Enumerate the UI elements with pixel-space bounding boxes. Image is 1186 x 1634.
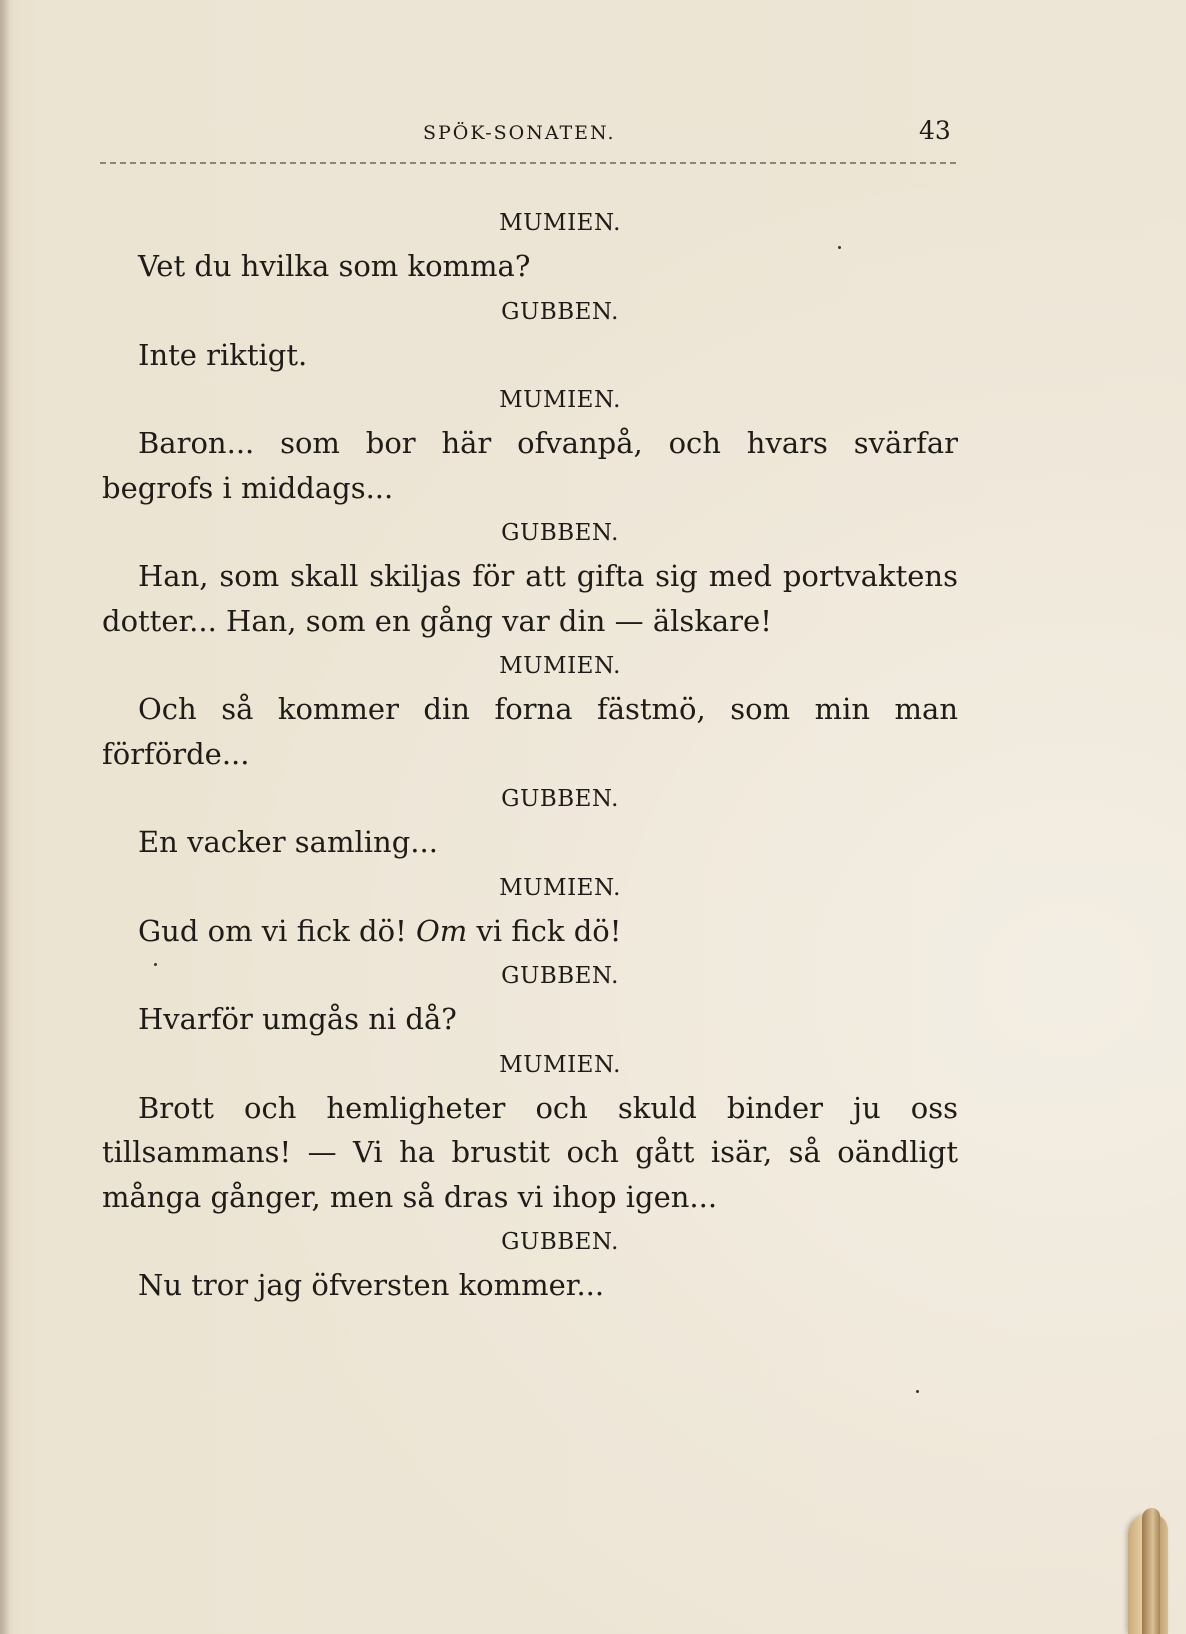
speech-line: Hvarför umgås ni då? — [138, 1002, 457, 1036]
speech-part: vi fick dö! — [476, 913, 622, 948]
speaker-name: MUMIEN. — [499, 387, 621, 413]
speaker-name: GUBBEN. — [501, 786, 619, 812]
speaker-name: MUMIEN. — [499, 874, 621, 901]
speaker-name: GUBBEN. — [501, 963, 619, 989]
bookmark-ribbon-fold — [1142, 1508, 1160, 1634]
emphasized-word: Om — [415, 913, 468, 948]
speaker-name: MUMIEN. — [499, 1051, 621, 1078]
speech-line: Vet du hvilka som komma? — [138, 249, 531, 283]
speech-part: Gud om vi fick dö! — [138, 913, 407, 948]
running-title: SPÖK-SONATEN. — [423, 122, 616, 144]
running-head — [0, 116, 1186, 146]
speech-line: Inte riktigt. — [138, 337, 308, 372]
ink-speck — [916, 1390, 919, 1393]
speech-line — [102, 909, 958, 954]
speaker-name: MUMIEN. — [499, 653, 621, 679]
speaker-name: GUBBEN. — [501, 520, 619, 546]
speech-line: En vacker samling... — [138, 825, 438, 859]
speech-line: Baron... som bor här ofvanpå, och hvars svärfar begrofs i middags... — [102, 426, 958, 505]
speech-line: Nu tror jag öfversten kommer... — [138, 1268, 605, 1302]
ink-speck — [154, 963, 157, 966]
ink-speck — [838, 246, 841, 249]
page-number: 43 — [919, 116, 951, 145]
speaker-name: GUBBEN. — [501, 1229, 619, 1255]
speaker-name: GUBBEN. — [501, 298, 619, 325]
speaker-name: MUMIEN. — [499, 210, 621, 236]
speech-line: Brott och hemligheter och skuld binder ju oss tillsammans! — Vi ha brustit och gått isär, så oändligt många gånger, men så dras vi ihop igen... — [102, 1090, 958, 1214]
speech-line: Och så kommer din forna fästmö, som min man förförde... — [102, 692, 958, 771]
speech-line: Han, som skall skiljas för att gifta sig med portvaktens dotter... Han, som en gång var din — älskare! — [102, 559, 958, 638]
gutter-shadow — [0, 0, 10, 1634]
header-rule — [100, 162, 956, 164]
dialogue-text — [102, 200, 958, 1309]
